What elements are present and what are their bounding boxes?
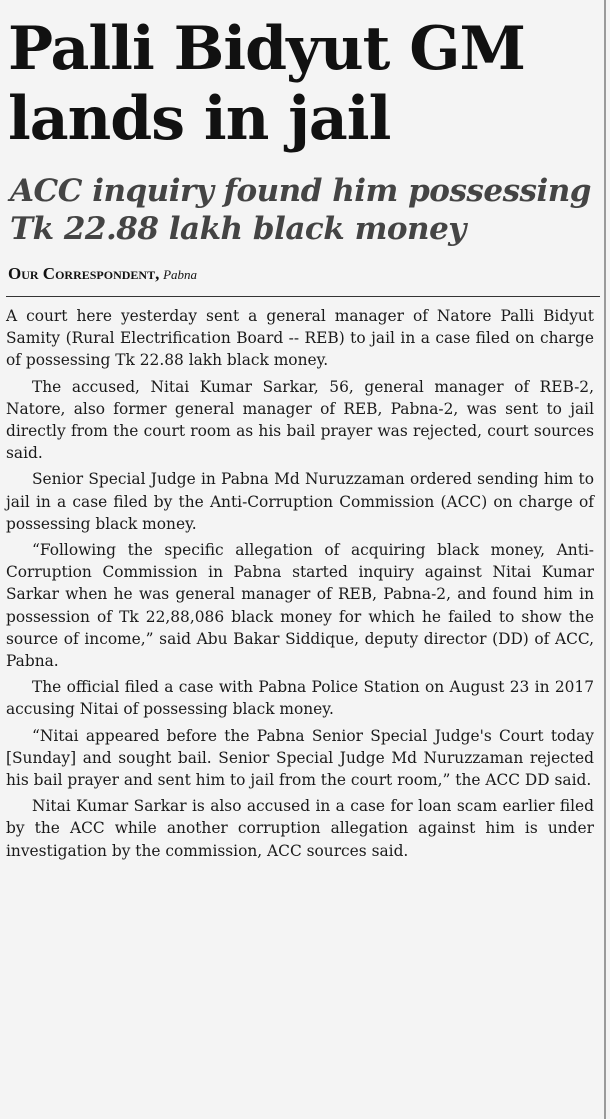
subheadline-line-2: Tk 22.88 lakh black money	[10, 211, 466, 247]
column-rule	[604, 0, 606, 1119]
subheadline-line-1: ACC inquiry found him possessing	[10, 173, 591, 209]
paragraph-2: The accused, Nitai Kumar Sarkar, 56, general manager of REB-2, Natore, also former general manager of REB, Pabna-2, was sent to jail directly from the court room as his bail prayer was rejected, court sources said.	[6, 377, 594, 463]
byline-place: Pabna	[163, 267, 198, 282]
paragraph-4: “Following the specific allegation of acquiring black money, Anti-Corruption Commission in Pabna started inquiry against Nitai Kumar Sarkar when he was general manager of REB, Pabna-2, and found him in possession of Tk 22,88,086 black money for which he failed to show the source of income,” said Abu Bakar Siddique, deputy director (DD) of ACC, Pabna.	[6, 541, 594, 671]
byline-author: Our Correspondent,	[8, 264, 160, 283]
paragraph-7: Nitai Kumar Sarkar is also accused in a case for loan scam earlier filed by the ACC while another corruption allegation against him is under investigation by the commission, ACC sources said.	[6, 797, 594, 860]
byline	[8, 264, 600, 284]
paragraph-6: “Nitai appeared before the Pabna Senior Special Judge's Court today [Sunday] and sought bail. Senior Special Judge Md Nuruzzaman rejected his bail prayer and sent him to jail from the court room,” the ACC DD said.	[6, 726, 594, 790]
paragraph-3: Senior Special Judge in Pabna Md Nuruzzaman ordered sending him to jail in a case filed by the Anti-Corruption Commission (ACC) on charge of possessing black money.	[6, 470, 594, 533]
headline	[8, 14, 600, 154]
paragraph-5: The official filed a case with Pabna Police Station on August 23 in 2017 accusing Nitai of possessing black money.	[6, 678, 594, 719]
subheadline	[10, 172, 600, 248]
article-body	[6, 305, 594, 862]
byline-divider	[6, 296, 600, 297]
headline-line-2: lands in jail	[8, 84, 391, 154]
headline-line-1: Palli Bidyut GM	[8, 14, 525, 84]
paragraph-1: A court here yesterday sent a general manager of Natore Palli Bidyut Samity (Rural Electrification Board -- REB) to jail in a case filed on charge of possessing Tk 22.88 lakh black money.	[6, 307, 594, 370]
